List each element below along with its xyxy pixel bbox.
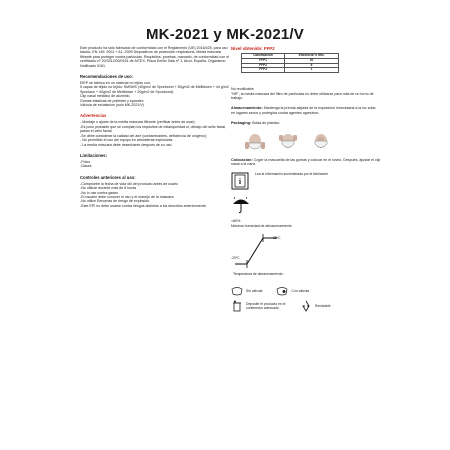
control-line: -Este EPI no debe usarse contra riesgos distintos a los descritos anteriormente. [80,203,207,208]
reuse-line-1: No reutilizable [231,87,254,92]
warning-line: -Es poco probable que se cumplan los requisitos de estanqueidad si, debajo del sello facial, pasan el vello facial; [80,124,227,134]
recommendation-line: 5 capas de tejido no tejido: SMSMS (40g/m2 de Spunbond + 50g/m2 de Meltblown + 44 g/m2 Spunlace + 40g/m2 de Meltblown + 20g/m2 de Spunbond). [80,85,229,94]
without-valve-label: Sin válvula [246,289,263,294]
manufacturer-info-row [231,172,381,190]
table-header-cell: Eficiencia % Mín. [285,54,339,59]
table-cell: FFP3 [242,68,285,73]
temperature-min: -20ºC [231,256,240,261]
fitting-illustrations [243,132,381,154]
without-valve-option [231,286,262,296]
reuse-line-2: "NR", la media máscara del filtro de partículas no debe utilizarse para más de un turno de trabajo. [231,91,374,100]
control-line: -No lo use contra gases [80,190,118,195]
ffp-table [241,53,339,73]
controls-heading: Controles anteriores al uso: [80,174,136,180]
storage-heading: Almacenamiento: [231,106,263,111]
temperature-max: +25ºC [271,236,281,241]
with-valve-label: Con válvula [291,289,310,294]
storage-section [231,106,381,115]
mask-with-valve-icon [276,286,288,296]
book-info-icon [231,172,251,190]
control-line: -No utilizar durante más de 8 horas [80,186,137,191]
warning-line: - No permitido el uso del equipo en atmósferas explosivas. [80,138,174,143]
warning-line: -Se debe considerar la calidad del aire (contaminantes, deficiencia de oxígeno); [80,133,207,138]
intro-paragraph: Este producto ha sido fabricado de conformidad con el Reglamento (UE) 2016/425, para uso básico, EN 149: 2001 + A1: 2009 Dispositivos de protección respiratoria. Media máscara filtrante para proteger contra partículas. Requisitos, pruebas, marcado, de conformidad con el certificado nº 20/3312/00/0161 de AITEX, Plaza Emilio Sala nº 1, Alcoi, España, Organismo Notificado 0161. [80,46,230,68]
control-line: -El usuario debe conocer el uso y el manejo de la máscara. [80,194,175,199]
recommendation-line: Gomas elásticas de poliéster y spandex [80,98,144,103]
fitting-step-3-image [309,132,334,154]
placement-text: Coger la mascarilla de las gomas y colocar en el rostro. Después, ajustar el clip nasal a la nariz. [231,157,381,167]
trash-bin-icon [231,300,243,312]
valve-options-row [231,286,381,296]
table-cell: 6 [285,63,339,68]
ffp-section [231,46,381,73]
disposal-container-text: Deposite el producto en el contenedor adecuado [246,302,286,311]
warnings-section [80,113,230,146]
left-column [80,46,230,214]
placement-section [231,158,381,167]
packaging-section [231,121,381,125]
recommendation-line: Válvula de exhalación (solo MK-2021/V) [80,103,144,108]
packaging-heading: Packaging: [231,121,252,126]
placement-heading: Colocación: [231,157,253,162]
limitations-heading: Limitaciones: [80,152,107,158]
control-line: -No utilice Eenomas de riesgo de explosión. [80,199,151,204]
with-valve-option [276,286,309,296]
recycle-icon [300,300,312,312]
mask-without-valve-icon [231,286,243,296]
warning-line: - Montaje o ajuste de la media máscara filtrante (verificar antes de usar); [80,120,196,125]
recommendation-line: Clip nasal metálico de aluminio [80,94,130,99]
warnings-heading: Advertencias [80,113,107,119]
limitations-section [80,153,230,169]
recyclable-item [300,300,331,312]
packaging-text: Bolsa de plástico [252,121,280,126]
storage-text: Mantenga la prenda alejada de la exposición innecesaria a la luz solar, en lugares secos y protegida contra agentes agresivos. [231,106,377,115]
warning-line: - La media máscara debe desecharse después de su uso. [80,142,173,147]
table-cell: 1 [285,68,339,73]
recommendations-heading: Recomendaciones de uso: [80,74,134,80]
table-cell: FFP2 [242,63,285,68]
umbrella-rain-icon [231,196,251,214]
disposal-row [231,300,381,312]
table-cell: FFP1 [242,58,285,63]
control-line: -Compruebe la fecha de vida útil del producto antes de usarlo [80,181,179,186]
table-header-cell: Clasificación [242,54,285,59]
table-row [242,68,339,73]
temperature-section [231,234,381,282]
document-title: MK-2021 y MK-2021/V [145,26,305,43]
reuse-section [231,87,381,100]
recyclable-label: Reciclable [315,304,331,309]
controls-section [80,175,230,208]
ffp-level-title: Nivel obtenido: FFP2 [231,46,275,51]
limitation-line: -Polvo [80,159,91,164]
humidity-section [231,196,381,228]
temperature-label: Temperatura de almacenamiento: [233,272,284,277]
disposal-container-item [231,300,286,312]
svg-text:i: i [238,177,242,187]
recommendations-section [80,74,230,107]
recommendation-line: EIEP se fabrica en un material no tejido con: [80,81,151,86]
humidity-label: Máxima humedad de almacenamiento [231,223,292,228]
limitation-line: -Gases [80,164,92,169]
fitting-step-2-image [276,132,301,154]
table-cell: 20 [285,58,339,63]
humidity-value: <80% [231,219,241,224]
fitting-step-1-image [243,132,268,154]
right-column [231,46,381,312]
manufacturer-info-text: Lea la información suministrada por el fabricante [255,172,329,177]
